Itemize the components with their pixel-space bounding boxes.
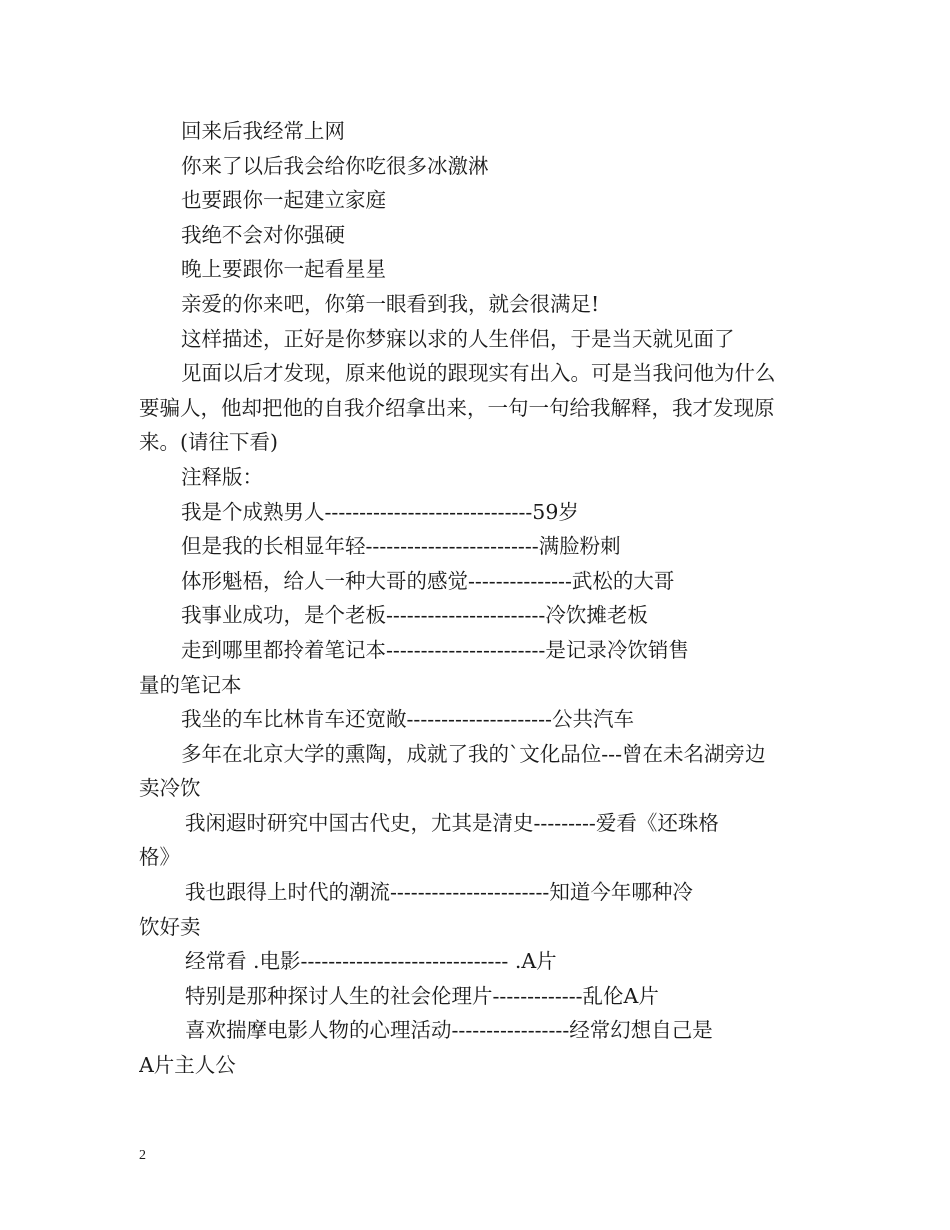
annotation-line-continuation: 格》 bbox=[139, 845, 180, 870]
annotation-line: 我是个成熟男人------------------------------59岁 bbox=[181, 499, 579, 524]
text-line: 这样描述，正好是你梦寐以求的人生伴侣，于是当天就见面了 bbox=[181, 326, 735, 351]
text-line: 来。(请往下看) bbox=[139, 430, 278, 455]
annotation-line-continuation: 卖冷饮 bbox=[139, 776, 201, 801]
annotation-line: 我也跟得上时代的潮流-----------------------知道今年哪种冷 bbox=[185, 880, 693, 905]
annotation-line: 喜欢揣摩电影人物的心理活动-----------------经常幻想自己是 bbox=[185, 1018, 713, 1043]
text-line: 见面以后才发现，原来他说的跟现实有出入。可是当我问他为什么 bbox=[181, 361, 776, 386]
annotation-line: 但是我的长相显年轻-------------------------满脸粉刺 bbox=[181, 534, 621, 559]
annotation-line: 我事业成功，是个老板-----------------------冷饮摊老板 bbox=[181, 603, 648, 628]
section-heading: 注释版： bbox=[181, 464, 263, 489]
text-line: 亲爱的你来吧，你第一眼看到我，就会很满足! bbox=[181, 291, 600, 316]
document-body bbox=[139, 114, 817, 1083]
text-line: 我绝不会对你强硬 bbox=[181, 222, 345, 247]
text-line: 你来了以后我会给你吃很多冰激淋 bbox=[181, 153, 489, 178]
annotation-line: 经常看 .电影------------------------------ .A片 bbox=[185, 949, 557, 974]
annotation-line-continuation: 饮好卖 bbox=[139, 914, 201, 939]
annotation-line: 多年在北京大学的熏陶，成就了我的`文化品位---曾在未名湖旁边 bbox=[181, 741, 766, 766]
annotation-line: 走到哪里都拎着笔记本-----------------------是记录冷饮销售 bbox=[181, 637, 689, 662]
annotation-line: 我闲遐时研究中国古代史，尤其是清史---------爱看《还珠格 bbox=[185, 810, 719, 835]
annotation-line: 我坐的车比林肯车还宽敞---------------------公共汽车 bbox=[181, 707, 634, 732]
text-line: 也要跟你一起建立家庭 bbox=[181, 188, 386, 213]
text-line: 回来后我经常上网 bbox=[181, 119, 345, 143]
text-line: 要骗人，他却把他的自我介绍拿出来，一句一句给我解释，我才发现原 bbox=[139, 395, 775, 420]
text-line: 晚上要跟你一起看星星 bbox=[181, 257, 386, 282]
annotation-line-continuation: 量的笔记本 bbox=[139, 672, 242, 697]
page-number: 2 bbox=[139, 1148, 146, 1163]
annotation-line: 特别是那种探讨人生的社会伦理片-------------乱伦A片 bbox=[185, 983, 659, 1008]
annotation-line-continuation: A片主人公 bbox=[139, 1053, 236, 1078]
annotation-line: 体形魁梧，给人一种大哥的感觉---------------武松的大哥 bbox=[181, 568, 675, 593]
